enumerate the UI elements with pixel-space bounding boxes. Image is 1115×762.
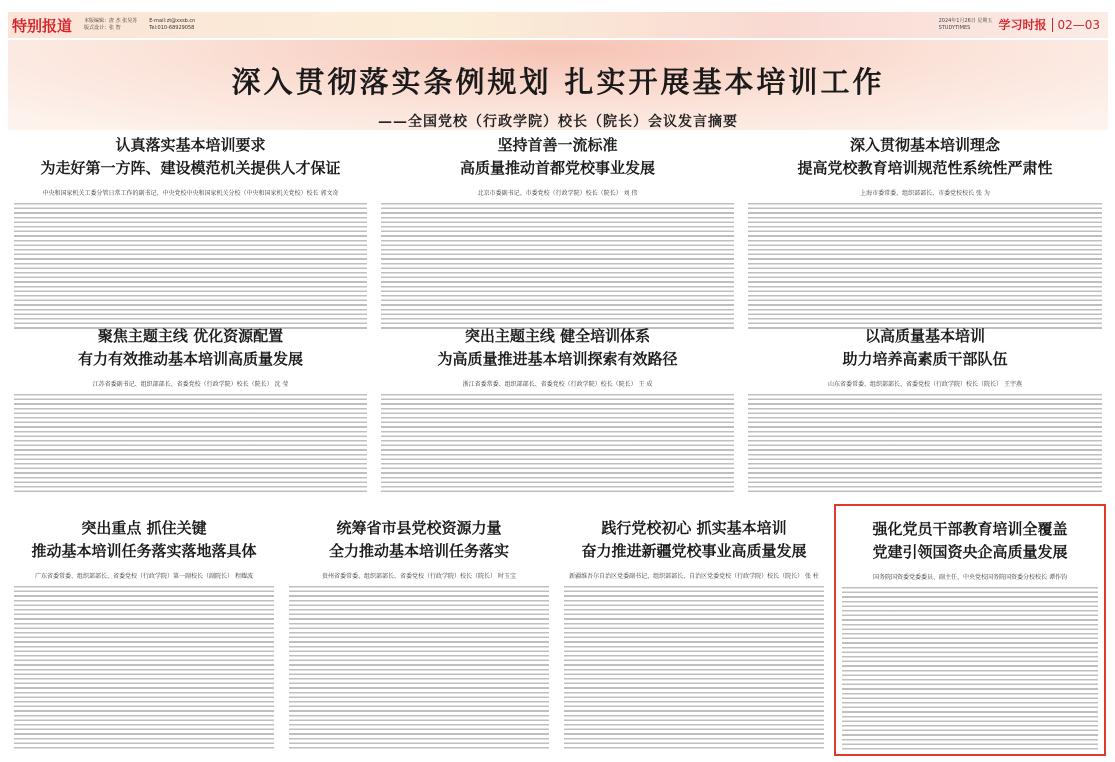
article-headline — [381, 325, 734, 371]
date-block — [939, 18, 993, 32]
article-body-text — [14, 394, 367, 493]
headline-line: 推动基本培训任务落实落地落具体 — [31, 542, 257, 560]
editors — [84, 18, 137, 32]
headline-line: 高质量推动首都党校事业发展 — [459, 159, 655, 177]
article-5[interactable] — [375, 325, 740, 500]
headline-line: 奋力推进新疆党校事业高质量发展 — [581, 542, 807, 560]
article-headline — [14, 517, 274, 563]
email: E-mail:zt@xxsb.cn — [149, 18, 196, 24]
article-headline — [842, 518, 1098, 564]
article-4[interactable] — [8, 325, 373, 500]
headline-line: 有力有效推动基本培训高质量发展 — [77, 350, 303, 368]
headline-line: 为高质量推进基本培训探索有效路径 — [437, 350, 678, 368]
phone: Tel:010-68929058 — [149, 25, 195, 31]
headline-line: 以高质量基本培训 — [864, 327, 985, 345]
editor-line: 本版编辑：唐 杰 张昊苏 — [84, 18, 138, 24]
headline-line: 突出重点 抓住关键 — [81, 519, 207, 537]
headline-line: 突出主题主线 健全培训体系 — [464, 327, 651, 345]
subtitle: ——全国党校（行政学院）校长（院长）会议发言摘要 — [378, 114, 738, 130]
article-body-text — [842, 587, 1098, 751]
article-6[interactable] — [742, 325, 1108, 500]
page-numbers: 02—03 — [1052, 18, 1100, 32]
article-byline: 贵州省委常委、组织部部长、省委党校（行政学院）校长（院长） 时玉宝 — [322, 573, 516, 580]
article-headline — [14, 325, 367, 371]
article-9[interactable] — [558, 517, 830, 757]
article-body-text — [748, 394, 1102, 493]
newspaper-page — [8, 12, 1108, 757]
title-banner — [8, 40, 1108, 130]
article-headline — [564, 517, 824, 563]
headline-line: 党建引领国资央企高质量发展 — [872, 543, 1068, 561]
article-3[interactable] — [742, 134, 1108, 339]
article-byline: 江苏省委副书记、组织部部长、省委党校（行政学院）校长（院长） 沈 莹 — [92, 381, 289, 388]
article-byline: 山东省委常委、组织部部长、省委党校（行政学院）校长（院长） 王宇燕 — [828, 381, 1022, 388]
headline-line: 统筹省市县党校资源力量 — [336, 519, 502, 537]
article-body-text — [381, 394, 734, 493]
headline-line: 认真落实基本培训要求 — [115, 136, 266, 154]
designer-line: 版式设计：张 智 — [84, 25, 121, 31]
article-body-text — [381, 203, 734, 332]
article-byline: 浙江省委常委、组织部部长、省委党校（行政学院）校长（院长） 王 成 — [462, 381, 653, 388]
article-headline — [14, 134, 367, 180]
brand-en: STUDYTIMES — [938, 24, 971, 31]
article-body-text — [564, 586, 824, 750]
article-byline: 北京市委副书记、市委党校（行政学院）校长（院长） 刘 伟 — [477, 190, 638, 197]
article-byline: 上海市委常委、组织部部长、市委党校校长 张 为 — [860, 190, 990, 197]
headline-line: 提高党校教育培训规范性系统性严肃性 — [797, 159, 1053, 177]
article-headline — [748, 325, 1102, 371]
headline-line: 助力培养高素质干部队伍 — [842, 350, 1008, 368]
brand-logo: 学习时报 — [998, 18, 1047, 32]
contact — [149, 18, 195, 32]
headline-line: 全力推动基本培训任务落实 — [328, 542, 509, 560]
article-body-text — [14, 203, 367, 332]
headline-line: 深入贯彻基本培训理念 — [849, 136, 1000, 154]
article-byline: 国务院国资委党委委员、副主任、中央党校国务院国资委分校校长 谭作钧 — [873, 574, 1067, 581]
article-headline — [748, 134, 1102, 180]
article-1[interactable] — [8, 134, 373, 339]
article-byline: 中央和国家机关工委分管日常工作的副书记、中央党校中央和国家机关分校（中央和国家机关党校）校长 郭文奇 — [42, 190, 339, 197]
main-title: 深入贯彻落实条例规划 扎实开展基本培训工作 — [231, 65, 885, 99]
issue-date: 2024年1月26日 星期五 — [938, 17, 993, 24]
article-byline: 新疆维吾尔自治区党委副书记、组织部部长、自治区党委党校（行政学院）校长（院长） 张 柱 — [569, 573, 819, 580]
headline-line: 坚持首善一流标准 — [497, 136, 618, 154]
article-byline: 广东省委常委、组织部部长、省委党校（行政学院）第一副校长（副院长） 程耀波 — [35, 573, 253, 580]
article-body-text — [14, 586, 274, 750]
article-7[interactable] — [8, 517, 280, 757]
headline-line: 强化党员干部教育培训全覆盖 — [872, 520, 1068, 538]
article-2[interactable] — [375, 134, 740, 339]
article-8[interactable] — [283, 517, 555, 757]
headline-line: 为走好第一方阵、建设模范机关提供人才保证 — [40, 159, 341, 177]
page-header — [8, 12, 1108, 38]
article-headline — [289, 517, 549, 563]
headline-line: 践行党校初心 抓实基本培训 — [601, 519, 787, 537]
section-name: 特别报道 — [12, 16, 73, 35]
article-10[interactable] — [834, 504, 1106, 756]
headline-line: 聚焦主题主线 优化资源配置 — [97, 327, 284, 345]
article-headline — [381, 134, 734, 180]
article-body-text — [748, 203, 1102, 332]
article-body-text — [289, 586, 549, 750]
